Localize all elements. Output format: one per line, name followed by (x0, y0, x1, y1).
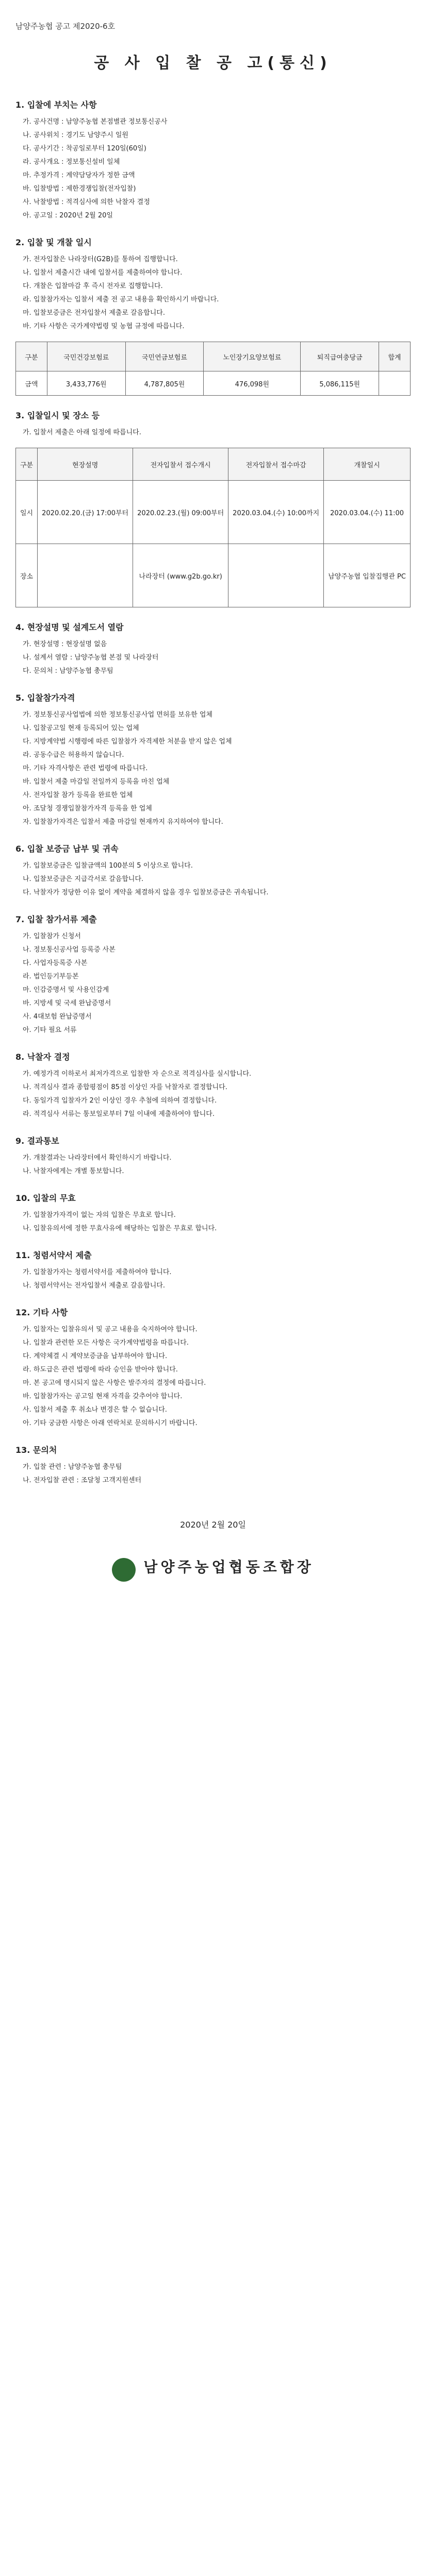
section-line: 라. 공사개요 : 정보통신설비 일체 (23, 158, 120, 166)
section-line: 나. 설계서 열람 : 남양주농협 본점 및 나라장터 (23, 654, 159, 662)
table-cell (228, 544, 324, 607)
section-integrity-pledge (15, 1249, 411, 1293)
table-cell: 2020.03.04.(수) 10:00까지 (228, 481, 324, 544)
section-line: 라. 공동수급은 허용하지 않습니다. (23, 751, 124, 759)
table-header: 구분 (16, 448, 38, 481)
section-line: 나. 정보통신공사업 등록증 사본 (23, 946, 116, 954)
section-title: 6. 입찰 보증금 납부 및 귀속 (15, 844, 119, 854)
section-line: 가. 정보통신공사업법에 의한 정보통신공사업 면허를 보유한 업체 (23, 711, 212, 719)
section-line: 다. 공사기간 : 착공일로부터 120일(60일) (23, 145, 146, 152)
section-line: 마. 입찰보증금은 전자입찰서 제출로 갈음합니다. (23, 309, 165, 317)
section-line: 가. 입찰자는 입찰유의서 및 공고 내용을 숙지하여야 합니다. (23, 1326, 198, 1333)
section-title: 5. 입찰참가자격 (15, 693, 75, 703)
table-header: 합계 (379, 342, 411, 371)
section-site-explanation (15, 621, 411, 678)
section-title: 11. 청렴서약서 제출 (15, 1250, 92, 1260)
section-title: 10. 입찰의 무효 (15, 1193, 76, 1203)
section-line: 다. 사업자등록증 사본 (23, 959, 88, 967)
section-line: 사. 낙찰방법 : 적격심사에 의한 낙찰자 결정 (23, 198, 150, 206)
section-line: 가. 예정가격 이하로서 최저가격으로 입찰한 자 순으로 적격심사를 실시합니다. (23, 1070, 252, 1078)
schedule-table (15, 448, 411, 607)
section-line: 라. 법인등기부등본 (23, 973, 79, 980)
table-cell: 3,433,776원 (47, 371, 125, 396)
table-row (16, 544, 411, 607)
section-contact (15, 1444, 411, 1487)
table-cell: 5,086,115원 (301, 371, 379, 396)
section-line: 가. 전자입찰은 나라장터(G2B)를 통하여 집행합니다. (23, 256, 178, 263)
table-cell (38, 544, 133, 607)
section-line: 나. 입찰서 제출시간 내에 입찰서를 제출하여야 합니다. (23, 269, 183, 277)
section-bid-date-place (15, 409, 411, 439)
section-result-notice (15, 1134, 411, 1178)
table-row (16, 481, 411, 544)
section-line: 가. 입찰참가자격이 없는 자의 입찰은 무효로 합니다. (23, 1211, 176, 1219)
table-cell: 476,098원 (204, 371, 301, 396)
insurance-cost-table (15, 342, 411, 396)
section-line: 가. 입찰참가 신청서 (23, 933, 81, 940)
section-line: 나. 낙찰자에게는 개별 통보합니다. (23, 1167, 124, 1175)
table-cell: 4,787,805원 (125, 371, 204, 396)
table-header: 퇴직급여충당금 (301, 342, 379, 371)
section-line: 나. 전자입찰 관련 : 조달청 고객지원센터 (23, 1477, 142, 1484)
section-line: 나. 입찰보증금은 지급각서로 갈음합니다. (23, 875, 144, 883)
table-header: 구분 (16, 342, 47, 371)
section-line: 가. 입찰서 제출은 아래 일정에 따릅니다. (23, 429, 141, 436)
section-qualification (15, 691, 411, 829)
section-line: 마. 기타 자격사항은 관련 법령에 따릅니다. (23, 765, 148, 772)
table-header: 노인장기요양보험료 (204, 342, 301, 371)
section-title: 4. 현장설명 및 설계도서 열람 (15, 622, 124, 632)
section-line: 마. 추정가격 : 계약담당자가 정한 금액 (23, 172, 135, 179)
section-line: 라. 적격심사 서류는 통보일로부터 7일 이내에 제출하여야 합니다. (23, 1110, 215, 1118)
table-cell: 2020.02.20.(금) 17:00부터 (38, 481, 133, 544)
section-line: 사. 입찰서 제출 후 취소나 변경은 할 수 없습니다. (23, 1406, 167, 1414)
section-line: 나. 공사위치 : 경기도 남양주시 일원 (23, 131, 128, 139)
organization-name: 남양주농업협동조합장 (143, 1558, 314, 1575)
section-line: 가. 개찰결과는 나라장터에서 확인하시기 바랍니다. (23, 1154, 172, 1162)
section-title: 1. 입찰에 부치는 사항 (15, 100, 97, 110)
section-line: 가. 현장설명 : 현장설명 없음 (23, 640, 107, 648)
signature-block (15, 1518, 411, 1582)
section-line: 나. 입찰과 관련한 모든 사항은 국가계약법령을 따릅니다. (23, 1339, 189, 1347)
table-cell: 장소 (16, 544, 38, 607)
section-line: 마. 인감증명서 및 사용인감계 (23, 986, 109, 994)
section-title: 3. 입찰일시 및 장소 등 (15, 411, 100, 420)
section-line: 다. 계약체결 시 계약보증금을 납부하여야 합니다. (23, 1352, 168, 1360)
section-line: 바. 입찰서 제출 마감일 전일까지 등록을 마친 업체 (23, 778, 170, 786)
notice-page (15, 0, 411, 1582)
section-title: 7. 입찰 참가서류 제출 (15, 914, 97, 924)
section-invalid-bids (15, 1192, 411, 1235)
section-line: 가. 공사건명 : 남양주농협 본점별관 정보통신공사 (23, 118, 168, 126)
table-cell (379, 371, 411, 396)
section-line: 다. 낙찰자가 정당한 이유 없이 계약을 체결하지 않을 경우 입찰보증금은 귀속됩니다. (23, 889, 269, 896)
section-line: 다. 문의처 : 남양주농협 총무팀 (23, 667, 113, 675)
section-line: 나. 입찰공고일 현재 등록되어 있는 업체 (23, 724, 139, 732)
section-line: 아. 공고일 : 2020년 2월 20일 (23, 212, 113, 219)
section-line: 바. 입찰방법 : 제한경쟁입찰(전자입찰) (23, 185, 136, 193)
section-line: 라. 하도급은 관련 법령에 따라 승인을 받아야 합니다. (23, 1366, 178, 1374)
section-line: 나. 적격심사 결과 종합평점이 85점 이상인 자를 낙찰자로 결정합니다. (23, 1083, 227, 1091)
section-line: 바. 입찰참가자는 공고일 현재 자격을 갖추어야 합니다. (23, 1393, 183, 1400)
table-header: 국민연금보험료 (125, 342, 204, 371)
section-title: 9. 결과통보 (15, 1136, 59, 1146)
nh-logo-icon (112, 1558, 136, 1582)
notice-date: 2020년 2월 20일 (180, 1520, 246, 1530)
section-line: 마. 본 공고에 명시되지 않은 사항은 발주자의 결정에 따릅니다. (23, 1379, 206, 1387)
section-title: 13. 문의처 (15, 1445, 57, 1455)
table-cell: 나라장터 (www.g2b.go.kr) (133, 544, 228, 607)
table-cell: 2020.02.23.(월) 09:00부터 (133, 481, 228, 544)
section-line: 바. 기타 사항은 국가계약법령 및 농협 규정에 따릅니다. (23, 323, 185, 330)
section-line: 사. 전자입찰 참가 등록을 완료한 업체 (23, 791, 133, 799)
section-line: 나. 청렴서약서는 전자입찰서 제출로 갈음합니다. (23, 1282, 165, 1290)
section-bidding-schedule (15, 236, 411, 333)
table-header: 전자입찰서 접수마감 (228, 448, 324, 481)
section-line: 바. 지방세 및 국세 완납증명서 (23, 999, 111, 1007)
section-title: 2. 입찰 및 개찰 일시 (15, 238, 92, 247)
section-title: 8. 낙찰자 결정 (15, 1052, 70, 1062)
section-title: 12. 기타 사항 (15, 1308, 68, 1317)
section-documents (15, 913, 411, 1037)
table-cell: 금액 (16, 371, 47, 396)
section-line: 가. 입찰보증금은 입찰금액의 100분의 5 이상으로 합니다. (23, 862, 193, 870)
table-cell: 남양주농협 입찰집행관 PC (324, 544, 411, 607)
section-bidding-items (15, 98, 411, 223)
table-header: 개찰일시 (324, 448, 411, 481)
section-line: 아. 기타 필요 서류 (23, 1026, 77, 1034)
section-line: 사. 4대보험 완납증명서 (23, 1013, 92, 1021)
section-line: 다. 동일가격 입찰자가 2인 이상인 경우 추첨에 의하여 결정합니다. (23, 1097, 217, 1105)
notice-title: 공 사 입 찰 공 고(통신) (94, 54, 332, 72)
table-header: 국민건강보험료 (47, 342, 125, 371)
notice-reference: 남양주농협 공고 제2020-6호 (15, 22, 116, 31)
table-cell: 2020.03.04.(수) 11:00 (324, 481, 411, 544)
table-row (16, 371, 411, 396)
section-line: 라. 입찰참가자는 입찰서 제출 전 공고 내용을 확인하시기 바랍니다. (23, 296, 219, 303)
section-line: 가. 입찰 관련 : 남양주농협 총무팀 (23, 1463, 122, 1471)
section-award-decision (15, 1050, 411, 1121)
section-line: 다. 지방계약법 시행령에 따른 입찰참가 자격제한 처분을 받지 않은 업체 (23, 738, 232, 745)
section-bid-bond (15, 842, 411, 900)
section-line: 나. 입찰유의서에 정한 무효사유에 해당하는 입찰은 무효로 합니다. (23, 1225, 217, 1232)
table-cell: 일시 (16, 481, 38, 544)
section-line: 다. 개찰은 입찰마감 후 즉시 전자로 집행합니다. (23, 282, 163, 290)
section-line: 아. 기타 궁금한 사항은 아래 연락처로 문의하시기 바랍니다. (23, 1419, 198, 1427)
section-misc (15, 1306, 411, 1430)
section-line: 자. 입찰참가자격은 입찰서 제출 마감일 현재까지 유지하여야 합니다. (23, 818, 223, 826)
table-header: 전자입찰서 접수개시 (133, 448, 228, 481)
table-header: 현장설명 (38, 448, 133, 481)
section-line: 아. 조달청 경쟁입찰참가자격 등록을 한 업체 (23, 805, 152, 812)
section-line: 가. 입찰참가자는 청렴서약서를 제출하여야 합니다. (23, 1268, 172, 1276)
